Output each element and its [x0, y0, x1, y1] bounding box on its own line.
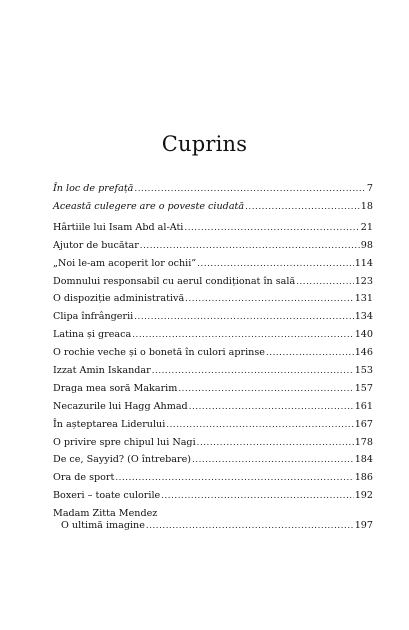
toc-entry-page: 167 — [354, 418, 373, 430]
toc-entry — [53, 437, 373, 449]
toc-entry-page: 7 — [366, 183, 373, 194]
toc-entry-title: Clipa înfrângerii — [53, 311, 134, 323]
dot-leader — [185, 293, 354, 305]
dot-leader — [296, 276, 353, 288]
dot-leader — [134, 183, 365, 195]
toc-entry-page: 153 — [354, 365, 373, 377]
toc-entry-title: Ajutor de bucătar — [53, 239, 139, 251]
toc-entry-title: Madam Zitta Mendez — [53, 508, 158, 520]
toc-entry — [53, 419, 373, 431]
toc-entry — [53, 258, 373, 270]
dot-leader — [166, 419, 353, 431]
toc-entry-multiline — [53, 508, 373, 532]
toc-entry-page: 178 — [354, 436, 373, 448]
dot-leader — [266, 347, 354, 359]
toc-entry-page: 18 — [360, 200, 373, 212]
toc-entry — [53, 201, 373, 213]
toc-entry — [53, 454, 373, 466]
dot-leader — [178, 383, 353, 395]
toc-entry-page: 134 — [354, 311, 373, 323]
toc-entry — [53, 222, 373, 234]
dot-leader — [132, 329, 353, 341]
toc-entry — [53, 311, 373, 323]
toc-entry-page: 192 — [354, 490, 373, 502]
toc-entry-page: 114 — [354, 257, 373, 269]
toc-entry-title: Boxeri – toate culorile — [53, 490, 161, 502]
toc-entry — [53, 293, 373, 305]
toc-entry-title: De ce, Sayyid? (O întrebare) — [53, 454, 191, 466]
toc-entry-title: O privire spre chipul lui Nagi — [53, 436, 196, 448]
toc-entry-title: În loc de prefață — [53, 183, 134, 194]
dot-leader — [134, 311, 353, 323]
dot-leader — [184, 222, 359, 234]
toc-entry — [53, 520, 373, 532]
toc-entry — [53, 240, 373, 252]
toc-entry-page: 131 — [354, 293, 373, 305]
dot-leader — [140, 240, 360, 252]
toc-entry-page: 123 — [354, 275, 373, 287]
toc-entry-title: „Noi le-am acoperit lor ochii” — [53, 257, 197, 269]
toc-entry — [53, 383, 373, 395]
toc-entry — [53, 401, 373, 413]
dot-leader — [161, 490, 353, 502]
toc-entry — [53, 347, 373, 359]
toc-entry-page: 146 — [354, 347, 373, 359]
toc-entry — [53, 329, 373, 341]
dot-leader — [192, 454, 354, 466]
toc-entry-title: Izzat Amin Iskandar — [53, 365, 151, 377]
toc-entry-page: 197 — [354, 520, 373, 532]
toc-entry-page: 157 — [354, 382, 373, 394]
page-title: Cuprins — [161, 132, 248, 156]
dot-leader — [146, 520, 354, 532]
toc-entry — [53, 365, 373, 377]
toc-entry — [53, 276, 373, 288]
toc-entry-title: Necazurile lui Hagg Ahmad — [53, 400, 188, 412]
toc-entry-title: Această culegere are o poveste ciudată — [53, 200, 245, 212]
toc-entry — [53, 472, 373, 484]
toc-entry-page: 161 — [354, 400, 373, 412]
toc-entry-page: 184 — [354, 454, 373, 466]
toc-entry-title-continued: O ultimă imagine — [61, 520, 145, 532]
toc-entry-page: 21 — [360, 221, 373, 233]
toc-entry-title: Draga mea soră Makarim — [53, 382, 178, 394]
toc-entry — [53, 490, 373, 502]
toc-entry-page: 98 — [360, 239, 373, 251]
toc-entry-page: 140 — [354, 329, 373, 341]
dot-leader — [197, 437, 354, 449]
dot-leader — [197, 258, 353, 270]
toc-entry-title: În așteptarea Liderului — [53, 418, 166, 430]
dot-leader — [245, 201, 360, 213]
toc-entry-title: Hârtiile lui Isam Abd al-Ati — [53, 221, 184, 233]
dot-leader — [115, 472, 353, 484]
toc-entry-title: O rochie veche și o bonetă în culori aprinse — [53, 347, 265, 359]
toc-entry-title: Latina și greaca — [53, 329, 132, 341]
dot-leader — [152, 365, 354, 377]
toc-entry-title: O dispoziție administrativă — [53, 293, 185, 305]
toc-entry-title: Ora de sport — [53, 472, 115, 484]
dot-leader — [189, 401, 354, 413]
table-of-contents — [53, 183, 373, 538]
toc-entry — [53, 183, 373, 195]
toc-entry-title: Domnului responsabil cu aerul condiționat în sală — [53, 275, 296, 287]
toc-entry-page: 186 — [354, 472, 373, 484]
